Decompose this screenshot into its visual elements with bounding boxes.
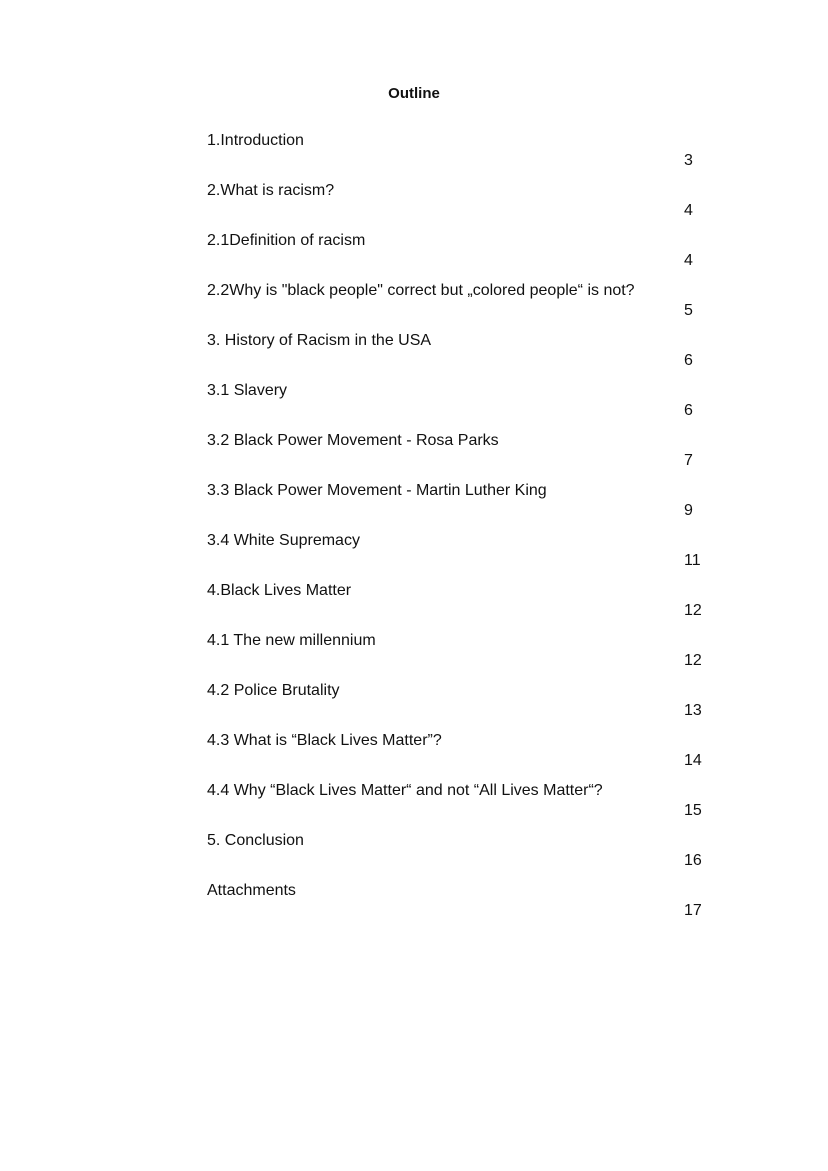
toc-entry-page: 5 xyxy=(684,302,693,319)
toc-entry-page: 6 xyxy=(684,402,693,419)
toc-entry xyxy=(0,681,828,731)
toc-entry-title: 4.2 Police Brutality xyxy=(207,682,340,699)
toc-entry xyxy=(0,181,828,231)
toc-entry-page: 12 xyxy=(684,652,702,669)
toc-entry-title: 2.What is racism? xyxy=(207,182,335,199)
toc-entry-page: 17 xyxy=(684,902,702,919)
toc-entry-title: 5. Conclusion xyxy=(207,832,304,849)
toc-entry-title: 2.2Why is "black people" correct but „colored people“ is not? xyxy=(207,282,635,299)
toc-entry-title: 3.4 White Supremacy xyxy=(207,532,360,549)
toc-entry-title: 4.3 What is “Black Lives Matter”? xyxy=(207,732,442,749)
toc-entry xyxy=(0,581,828,631)
toc-entry-title: 2.1Definition of racism xyxy=(207,232,366,249)
toc-entry-page: 6 xyxy=(684,352,693,369)
toc-entry-page: 9 xyxy=(684,502,693,519)
toc-entry-page: 14 xyxy=(684,752,702,769)
toc-entry-title: Attachments xyxy=(207,882,296,899)
toc-entry-title: 3.3 Black Power Movement - Martin Luther King xyxy=(207,482,547,499)
toc-entry xyxy=(0,431,828,481)
toc-entry-page: 16 xyxy=(684,852,702,869)
page-title: Outline xyxy=(388,85,440,102)
toc-entry-page: 15 xyxy=(684,802,702,819)
toc-entry xyxy=(0,331,828,381)
toc-entry-title: 4.Black Lives Matter xyxy=(207,582,352,599)
toc-entry xyxy=(0,831,828,881)
toc-entry xyxy=(0,881,828,931)
toc-entry xyxy=(0,281,828,331)
toc-entry-title: 3.1 Slavery xyxy=(207,382,288,399)
table-of-contents xyxy=(0,131,828,931)
toc-entry xyxy=(0,631,828,681)
toc-entry-page: 4 xyxy=(684,252,693,269)
toc-entry-title: 1.Introduction xyxy=(207,132,304,149)
toc-entry xyxy=(0,381,828,431)
toc-entry-title: 3.2 Black Power Movement - Rosa Parks xyxy=(207,432,499,449)
toc-entry-page: 3 xyxy=(684,152,693,169)
toc-entry-title: 4.4 Why “Black Lives Matter“ and not “All Lives Matter“? xyxy=(207,782,603,799)
toc-entry-page: 11 xyxy=(684,552,701,569)
toc-entry xyxy=(0,131,828,181)
toc-entry xyxy=(0,231,828,281)
toc-entry-page: 4 xyxy=(684,202,693,219)
toc-entry-page: 13 xyxy=(684,702,702,719)
toc-entry-title: 4.1 The new millennium xyxy=(207,632,376,649)
toc-entry xyxy=(0,731,828,781)
toc-entry-page: 12 xyxy=(684,602,702,619)
toc-entry xyxy=(0,781,828,831)
toc-entry-title: 3. History of Racism in the USA xyxy=(207,332,432,349)
toc-entry xyxy=(0,531,828,581)
toc-entry-page: 7 xyxy=(684,452,693,469)
toc-entry xyxy=(0,481,828,531)
